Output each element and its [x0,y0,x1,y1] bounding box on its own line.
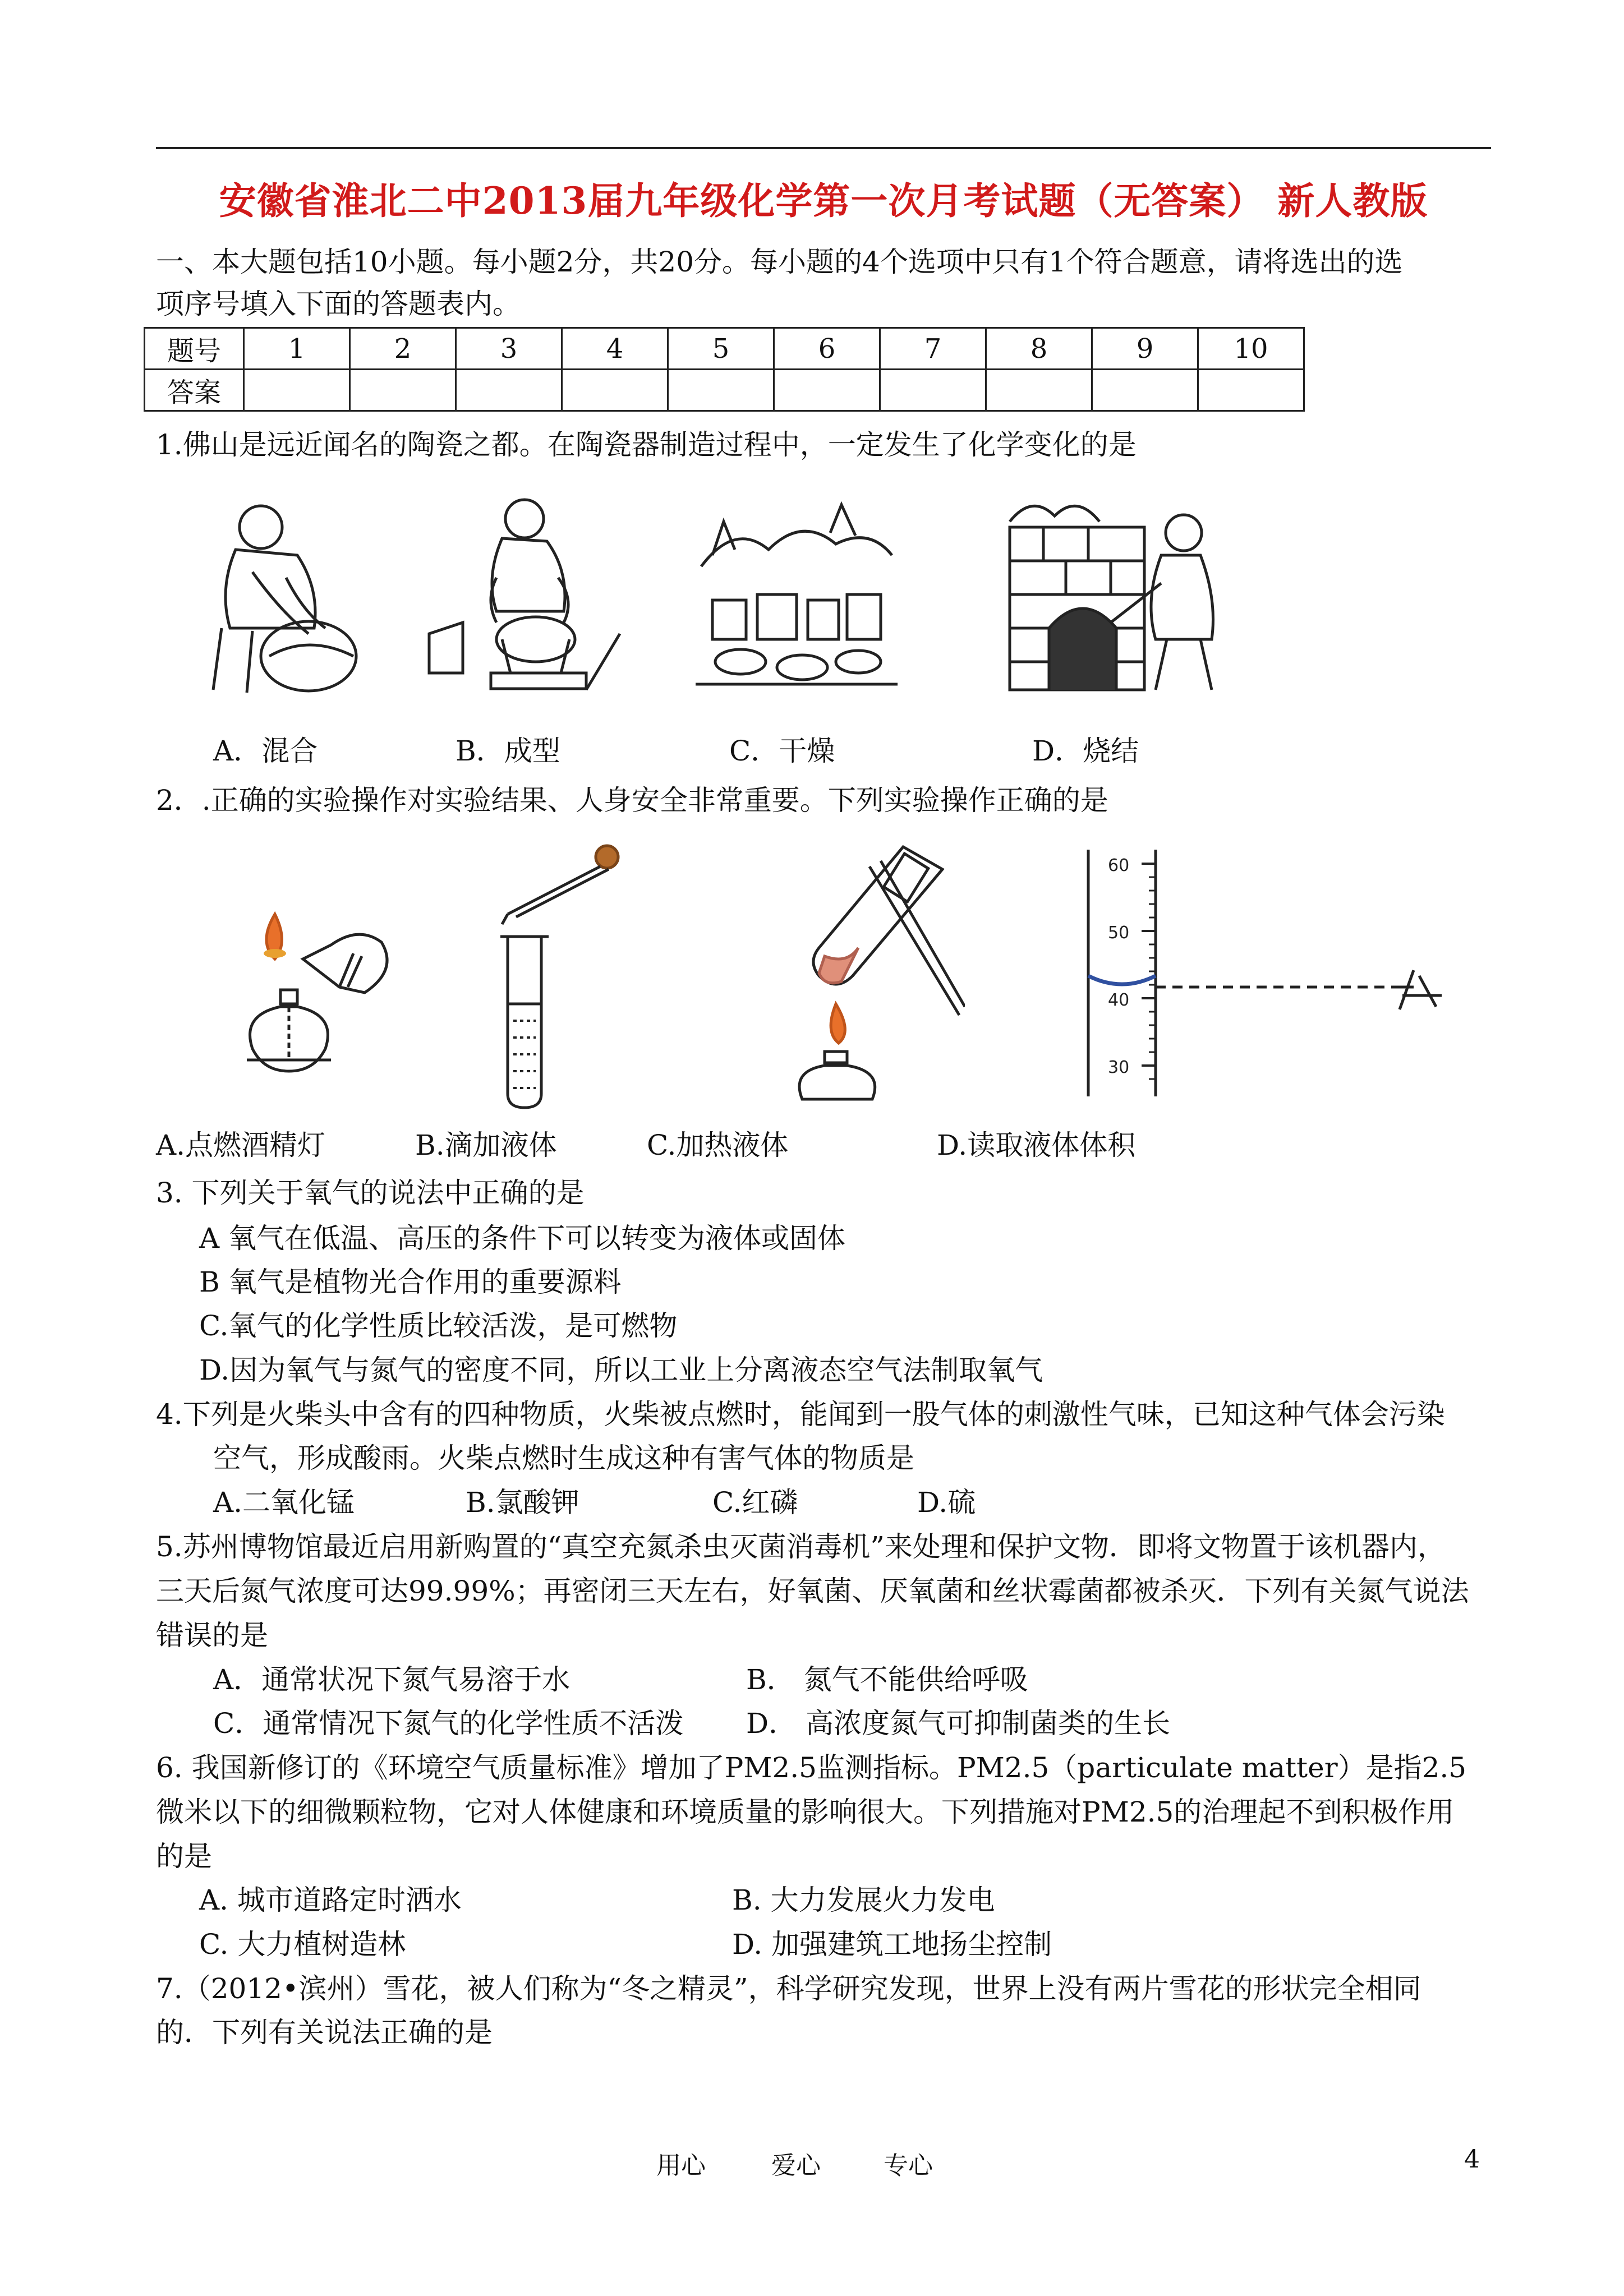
answer-cell[interactable] [562,370,668,411]
answer-table-header-answer: 答案 [145,370,244,411]
q3-option-c: C.氧气的化学性质比较活泼，是可燃物 [199,1310,678,1342]
answer-table-number: 2 [350,328,456,370]
cylinder-tick-30: 30 [1108,1058,1130,1077]
answer-table-number: 10 [1198,328,1304,370]
answer-table-number: 8 [986,328,1092,370]
answer-cell[interactable] [774,370,880,411]
q5-stem-line1: 5.苏州博物馆最近启用新购置的“真空充氮杀虫灭菌消毒机”来处理和保护文物．即将文物置于该机器内， [156,1530,1446,1563]
cylinder-tick-50: 50 [1108,923,1130,943]
q2-image-heating-liquid [763,836,965,1105]
section-instruction-line1: 一、本大题包括10小题。每小题2分，共20分。每小题的4个选项中只有1个符合题意，请将选出的选 [156,246,1403,278]
answer-cell[interactable] [244,370,350,411]
q6-option-d: D. 加强建筑工地扬尘控制 [732,1928,1052,1961]
q1-image-firing [999,488,1223,701]
q7-stem-line2: 的．下列有关说法正确的是 [156,2016,493,2049]
q5-option-d: D． 高浓度氮气可抑制菌类的生长 [746,1707,1170,1740]
answer-cell[interactable] [986,370,1092,411]
q5-option-c: C．通常情况下氮气的化学性质不活泼 [213,1707,684,1740]
q1-option-b: B．成型 [456,735,560,767]
q2-image-adding-liquid [482,836,662,1116]
header-rule [156,147,1491,149]
cylinder-tick-40: 40 [1108,990,1130,1010]
q1-option-c: C．干燥 [729,735,835,767]
page-number: 4 [1464,2145,1480,2174]
answer-table-answer-row [145,370,1304,411]
q2-option-c: C.加热液体 [647,1129,789,1161]
q1-option-d: D．烧结 [1032,735,1139,767]
answer-cell[interactable] [1092,370,1198,411]
answer-table-number: 5 [668,328,774,370]
q3-option-d: D.因为氧气与氮气的密度不同，所以工业上分离液态空气法制取氧气 [199,1354,1043,1386]
answer-table-number: 3 [456,328,562,370]
q1-image-mixing [168,488,381,701]
q4-stem-line2: 空气，形成酸雨。火柴点燃时生成这种有害气体的物质是 [213,1442,914,1474]
footer-slogan-1: 用心 [656,2151,706,2180]
q4-stem-line1: 4.下列是火柴头中含有的四种物质，火柴被点燃时，能闻到一股气体的刺激性气味，已知这种气体会污染 [156,1398,1445,1431]
footer-slogan-2: 爱心 [771,2151,821,2180]
answer-table-number-row [145,328,1304,370]
q4-option-b: B.氯酸钾 [466,1486,579,1519]
q5-option-a: A．通常状况下氮气易溶于水 [213,1663,571,1696]
q1-option-a: A．混合 [213,735,318,767]
q2-option-a: A.点燃酒精灯 [156,1129,326,1161]
answer-cell[interactable] [456,370,562,411]
q2-stem: 2．.正确的实验操作对实验结果、人身安全非常重要。下列实验操作正确的是 [156,784,1108,817]
answer-table-number: 6 [774,328,880,370]
exam-title: 安徽省淮北二中2013届九年级化学第一次月考试题（无答案） 新人教版 [219,179,1428,223]
q6-stem-line2: 微米以下的细微颗粒物，它对人体健康和环境质量的影响很大。下列措施对PM2.5的治理起不到积极作用 [156,1796,1455,1828]
q6-option-b: B. 大力发展火力发电 [732,1884,995,1916]
q2-option-b: B.滴加液体 [415,1129,557,1161]
section-instruction-line2: 项序号填入下面的答题表内。 [156,288,521,320]
q6-stem-line1: 6. 我国新修订的《环境空气质量标准》增加了PM2.5监测指标。PM2.5（particulate matter）是指2.5 [156,1751,1467,1784]
answer-table [144,327,1305,412]
answer-table-header-number: 题号 [145,328,244,370]
q7-stem-line1: 7.（2012•滨州）雪花，被人们称为“冬之精灵”，科学研究发现，世界上没有两片雪花的形状完全相同 [156,1972,1421,2005]
q6-stem-line3: 的是 [156,1840,212,1873]
q2-option-d: D.读取液体体积 [937,1129,1136,1161]
q3-option-b: B 氧气是植物光合作用的重要源料 [199,1266,622,1298]
q6-option-a: A. 城市道路定时洒水 [199,1884,462,1916]
q1-stem: 1.佛山是远近闻名的陶瓷之都。在陶瓷器制造过程中，一定发生了化学变化的是 [156,428,1137,461]
footer-slogan-3: 专心 [884,2151,933,2180]
q2-image-lighting-lamp [219,892,415,1082]
answer-table-number: 4 [562,328,668,370]
q6-option-c: C. 大力植树造林 [199,1928,406,1961]
q3-option-a: A 氧气在低温、高压的条件下可以转变为液体或固体 [199,1222,846,1255]
q1-image-drying [690,488,903,701]
answer-cell[interactable] [668,370,774,411]
answer-table-number: 9 [1092,328,1198,370]
answer-table-number: 7 [880,328,986,370]
cylinder-tick-60: 60 [1108,856,1130,875]
q1-image-forming [418,488,631,701]
q4-option-c: C.红磷 [712,1486,798,1519]
q2-image-reading-volume [1077,844,1459,1102]
q5-stem-line2: 三天后氮气浓度可达99.99%；再密闭三天左右，好氧菌、厌氧菌和丝状霉菌都被杀灭．下列有关氮气说法 [156,1575,1469,1607]
q4-option-d: D.硫 [917,1486,976,1519]
answer-cell[interactable] [880,370,986,411]
q5-stem-line3: 错误的是 [156,1619,268,1652]
q5-option-b: B． 氮气不能供给呼吸 [746,1663,1028,1696]
answer-cell[interactable] [1198,370,1304,411]
answer-cell[interactable] [350,370,456,411]
q4-option-a: A.二氧化锰 [213,1486,355,1519]
answer-table-number: 1 [244,328,350,370]
q3-stem: 3. 下列关于氧气的说法中正确的是 [156,1177,585,1209]
